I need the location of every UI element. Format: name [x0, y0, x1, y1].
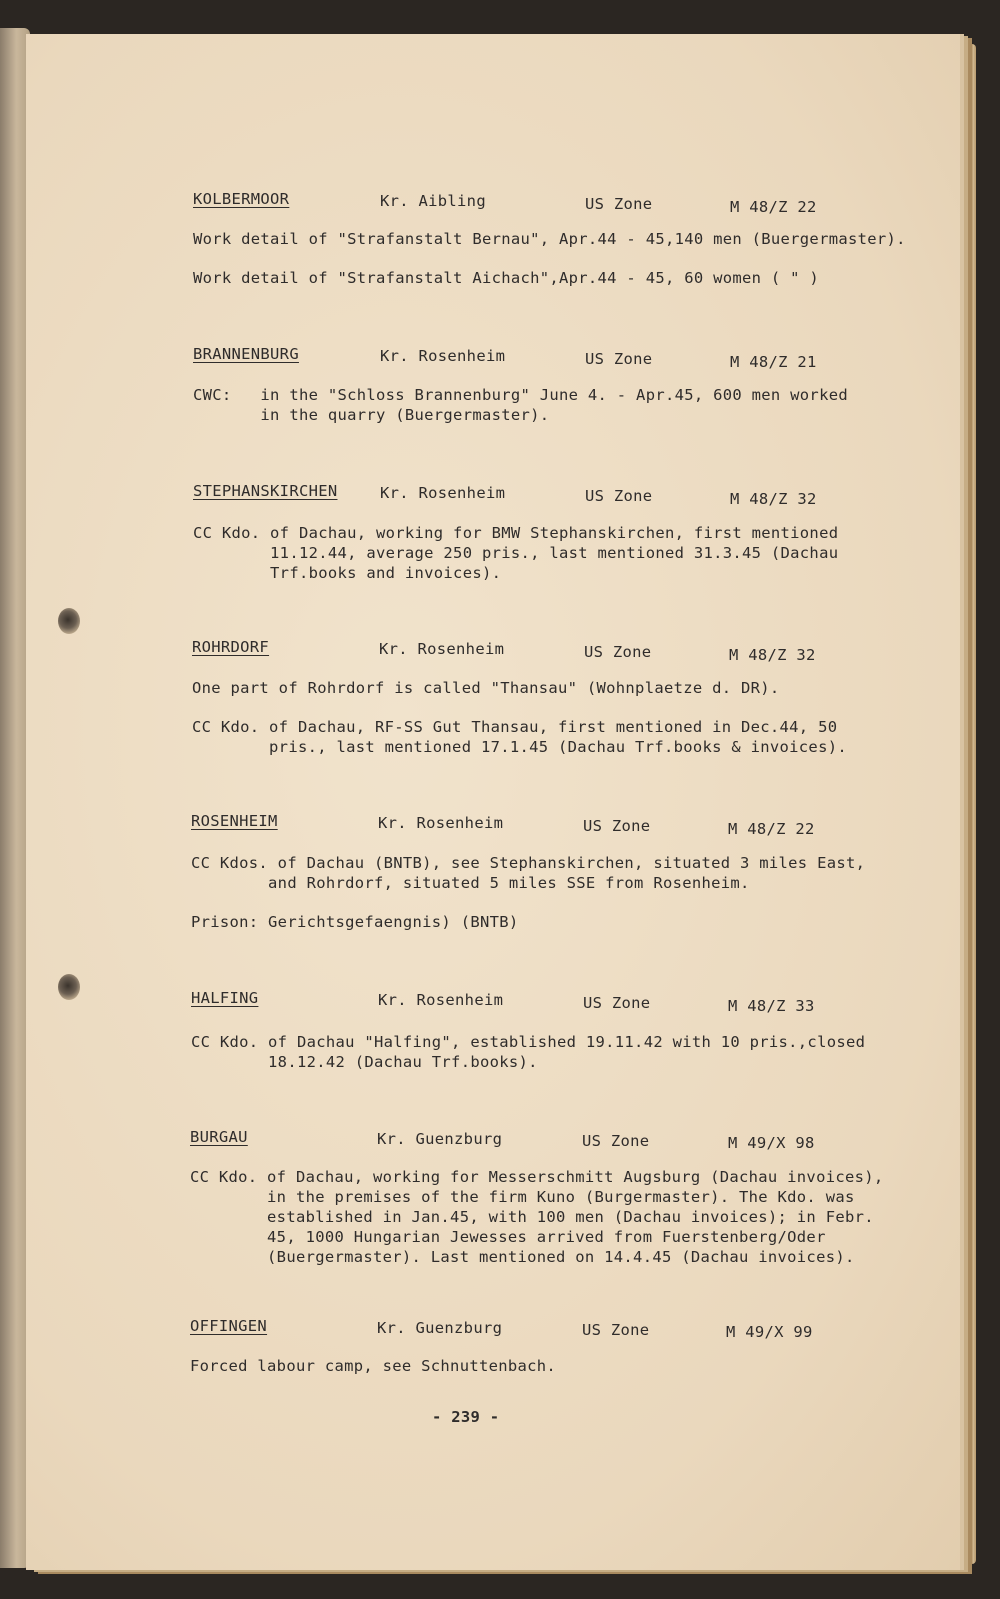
entry-text-line: 11.12.44, average 250 pris., last mentioned 31.3.45 (Dachau [193, 544, 839, 562]
entry-kreis: Kr. Aibling [380, 192, 486, 210]
entry-map-ref: M 48/Z 22 [730, 198, 817, 216]
entry-text-line: CC Kdo. of Dachau, working for BMW Stephanskirchen, first mentioned [193, 524, 839, 542]
entry-map-ref: M 49/X 99 [726, 1323, 813, 1341]
entry-place: BURGAU [190, 1128, 248, 1146]
entry-kreis: Kr. Rosenheim [378, 814, 504, 832]
entry-kreis: Kr. Rosenheim [380, 484, 506, 502]
entry-zone: US Zone [584, 643, 652, 661]
entry-text-line: established in Jan.45, with 100 men (Dachau invoices); in Febr. [190, 1208, 874, 1226]
entry-text-line: Work detail of "Strafanstalt Bernau", Apr.44 - 45,140 men (Buergermaster). [193, 230, 906, 248]
entry-text-line: Prison: Gerichtsgefaengnis) (BNTB) [191, 913, 519, 931]
entry-place: KOLBERMOOR [193, 190, 290, 208]
entry-map-ref: M 48/Z 32 [729, 646, 816, 664]
entry-kreis: Kr. Rosenheim [379, 640, 505, 658]
entry-kreis: Kr. Rosenheim [380, 347, 506, 365]
entry-place: ROSENHEIM [191, 812, 278, 830]
entry-text-line: CC Kdos. of Dachau (BNTB), see Stephanskirchen, situated 3 miles East, [191, 854, 866, 872]
punch-hole [58, 608, 80, 634]
entry-place: BRANNENBURG [193, 345, 299, 363]
entry-zone: US Zone [582, 1132, 650, 1150]
entry-map-ref: M 48/Z 22 [728, 820, 815, 838]
entry-zone: US Zone [583, 817, 651, 835]
entry-text-line: CWC: in the "Schloss Brannenburg" June 4. - Apr.45, 600 men worked [193, 386, 848, 404]
entry-text-line: and Rohrdorf, situated 5 miles SSE from Rosenheim. [191, 874, 750, 892]
entry-place: ROHRDORF [192, 638, 270, 656]
entry-text-line: One part of Rohrdorf is called "Thansau" (Wohnplaetze d. DR). [192, 679, 780, 697]
entry-zone: US Zone [585, 350, 653, 368]
entry-text-line: 45, 1000 Hungarian Jewesses arrived from Fuerstenberg/Oder [190, 1228, 826, 1246]
entry-text-line: Forced labour camp, see Schnuttenbach. [190, 1357, 557, 1375]
entry-text-line: pris., last mentioned 17.1.45 (Dachau Trf.books & invoices). [192, 738, 847, 756]
entry-zone: US Zone [582, 1321, 650, 1339]
entry-zone: US Zone [583, 994, 651, 1012]
entry-text-line: Trf.books and invoices). [193, 564, 502, 582]
entry-text-line: in the premises of the firm Kuno (Burgermaster). The Kdo. was [190, 1188, 855, 1206]
entry-text-line: Work detail of "Strafanstalt Aichach",Apr.44 - 45, 60 women ( " ) [193, 269, 820, 287]
entry-kreis: Kr. Guenzburg [377, 1130, 503, 1148]
entry-zone: US Zone [585, 195, 653, 213]
entry-text-line: CC Kdo. of Dachau "Halfing", established 19.11.42 with 10 pris.,closed [191, 1033, 866, 1051]
entry-zone: US Zone [585, 487, 653, 505]
entry-place: STEPHANSKIRCHEN [193, 482, 338, 500]
entry-text-line: (Buergermaster). Last mentioned on 14.4.45 (Dachau invoices). [190, 1248, 855, 1266]
entry-text-line: in the quarry (Buergermaster). [193, 406, 550, 424]
entry-kreis: Kr. Guenzburg [377, 1319, 503, 1337]
entry-map-ref: M 49/X 98 [728, 1134, 815, 1152]
entry-kreis: Kr. Rosenheim [378, 991, 504, 1009]
page-number: - 239 - [432, 1408, 500, 1426]
entry-text-line: CC Kdo. of Dachau, working for Messerschmitt Augsburg (Dachau invoices), [190, 1168, 884, 1186]
entry-place: HALFING [191, 989, 259, 1007]
entry-text-line: CC Kdo. of Dachau, RF-SS Gut Thansau, first mentioned in Dec.44, 50 [192, 718, 838, 736]
entry-text-line: 18.12.42 (Dachau Trf.books). [191, 1053, 538, 1071]
document-page [26, 34, 960, 1570]
punch-hole [58, 974, 80, 1000]
entry-place: OFFINGEN [190, 1317, 268, 1335]
entry-map-ref: M 48/Z 21 [730, 353, 817, 371]
entry-map-ref: M 48/Z 33 [728, 997, 815, 1015]
entry-map-ref: M 48/Z 32 [730, 490, 817, 508]
page-stack-edge [958, 44, 976, 1564]
